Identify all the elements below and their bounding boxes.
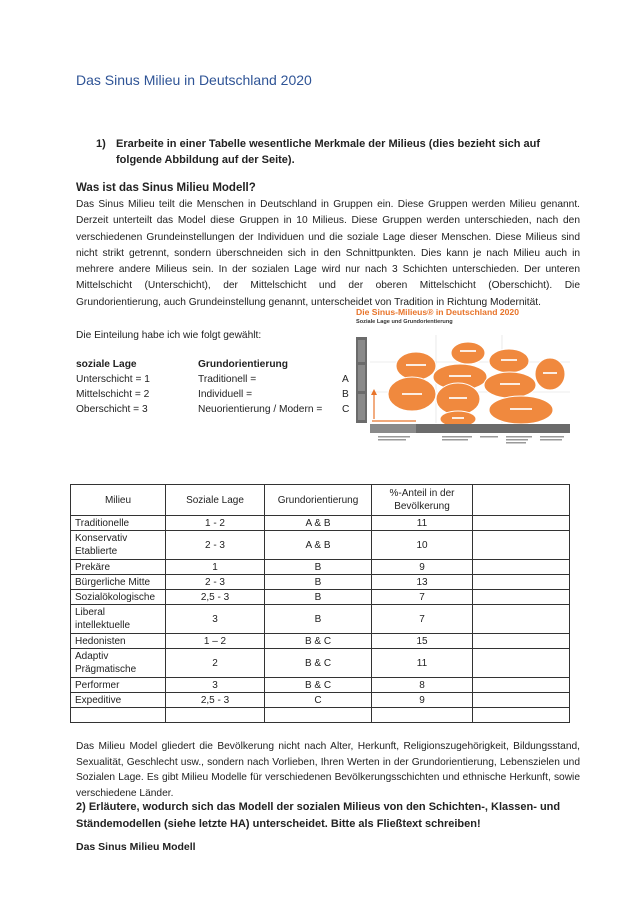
- table-cell-lage: 1: [166, 560, 265, 575]
- table-cell-orient: A & B: [265, 531, 372, 560]
- table-cell-empty: [473, 678, 570, 693]
- table-cell-empty: [473, 516, 570, 531]
- task-1-number: 1): [96, 138, 106, 150]
- table-cell-empty: [473, 634, 570, 649]
- table-row: [71, 560, 570, 575]
- legend-orient: Individuell =: [198, 389, 253, 400]
- table-cell-lage: 2 - 3: [166, 575, 265, 590]
- task-2: 2) Erläutere, wodurch sich das Modell der sozialen Milieus von den Schichten-, Klassen- und Ständemodellen (siehe letzte HA) unterscheidet. Bitte als Fließtext schreiben!: [76, 801, 561, 830]
- legend-lage: Oberschicht = 3: [76, 404, 148, 415]
- table-row: [71, 590, 570, 605]
- table-cell-lage: 2: [166, 649, 265, 678]
- figure-caption-mark: [506, 436, 532, 438]
- bubble-label-mark: [510, 408, 532, 410]
- table-header-orient: Grundorientierung: [265, 485, 372, 516]
- table-cell-orient: [265, 708, 372, 723]
- table-cell-lage: 1 - 2: [166, 516, 265, 531]
- figure-subtitle: Soziale Lage und Grundorientierung: [356, 319, 453, 325]
- document-title: Das Sinus Milieu in Deutschland 2020: [76, 72, 312, 88]
- table-cell-empty: [473, 649, 570, 678]
- table-cell-milieu: Sozialökologische: [71, 590, 166, 605]
- figure-caption-mark: [378, 436, 410, 438]
- legend-lage: Mittelschicht = 2: [76, 389, 150, 400]
- table-row: [71, 516, 570, 531]
- table-cell-milieu: Expeditive: [71, 693, 166, 708]
- table-cell-milieu: Prekäre: [71, 560, 166, 575]
- figure-title: Die Sinus-Milieus® in Deutschland 2020: [356, 307, 519, 317]
- sinus-milieu-figure: [356, 307, 570, 447]
- legend-code: C: [342, 404, 350, 415]
- bubble-label-mark: [449, 397, 467, 399]
- table-cell-anteil: 10: [372, 531, 473, 560]
- sinus-milieu-diagram: [356, 307, 570, 447]
- table-header-anteil: %-Anteil in der Bevölkerung: [372, 485, 473, 516]
- intro-paragraph: Das Sinus Milieu teilt die Menschen in Deutschland in Gruppen ein. Diese Gruppen werden Milieu genannt. Derzeit unterteilt das Model diese Gruppen in 10 Milieus. Diese Gruppen werden unterschieden, nach den verschiedenen Grundeinstellungen der Individuen und die soziale Lage dieser Menschen. Diese Milieus sind nicht strikt getrennt, sondern überschneiden sich in den Schnittpunkten. Dies kann je nach Milieu auch in mehrere andere Milieus sein. In der sozialen Lage wird nur nach 3 Schichten unterschieden. Der unteren Mittelschicht (Unterschicht), der Mittelschicht und der oberen Mittelschicht (Oberschicht). Die Grundorientierung, auch Grundeinstellung genannt, unterscheidet von Tradition in Richtung Modernität.: [76, 199, 580, 308]
- table-cell-anteil: 9: [372, 693, 473, 708]
- table-cell-orient: B: [265, 575, 372, 590]
- figure-axis-cell: [358, 340, 365, 362]
- table-cell-orient: A & B: [265, 516, 372, 531]
- table-header-row: [71, 485, 570, 516]
- milieu-table: [70, 484, 570, 723]
- figure-axis-cell: [358, 365, 365, 391]
- table-cell-milieu: Adaptiv Prägmatische: [71, 649, 166, 678]
- figure-caption-mark: [540, 439, 562, 441]
- section-heading: Was ist das Sinus Milieu Modell?: [76, 182, 256, 194]
- legend-code: A: [342, 374, 349, 385]
- table-cell-orient: B & C: [265, 678, 372, 693]
- table-cell-milieu: Bürgerliche Mitte: [71, 575, 166, 590]
- figure-caption-mark: [378, 439, 406, 441]
- figure-axis-cell: [358, 394, 365, 420]
- table-header-lage: Soziale Lage: [166, 485, 265, 516]
- selection-text: Die Einteilung habe ich wie folgt gewählt:: [76, 330, 262, 341]
- table-cell-lage: 2,5 - 3: [166, 693, 265, 708]
- table-cell-milieu: Konservativ Etablierte: [71, 531, 166, 560]
- table-row: [71, 531, 570, 560]
- bubble-label-mark: [449, 375, 471, 377]
- table-cell-anteil: 13: [372, 575, 473, 590]
- table-cell-orient: B & C: [265, 634, 372, 649]
- bubble-label-mark: [501, 359, 517, 361]
- bubble-label-mark: [460, 350, 476, 352]
- bubble-label-mark: [452, 417, 464, 419]
- table-row: [71, 708, 570, 723]
- footer-heading: Das Sinus Milieu Modell: [76, 841, 196, 853]
- table-row: [71, 649, 570, 678]
- table-cell-empty: [473, 575, 570, 590]
- legend-orient: Traditionell =: [198, 374, 257, 385]
- table-cell-anteil: [372, 708, 473, 723]
- bubble-label-mark: [543, 372, 557, 374]
- table-cell-lage: 3: [166, 605, 265, 634]
- figure-caption-mark: [506, 442, 526, 444]
- figure-bottom-accent: [370, 424, 416, 433]
- table-cell-milieu: Hedonisten: [71, 634, 166, 649]
- table-cell-anteil: 7: [372, 605, 473, 634]
- table-row: [71, 605, 570, 634]
- figure-caption-mark: [442, 439, 468, 441]
- table-cell-orient: C: [265, 693, 372, 708]
- table-cell-anteil: 15: [372, 634, 473, 649]
- task-1: [96, 136, 564, 168]
- figure-caption-mark: [506, 439, 528, 441]
- table-row: [71, 634, 570, 649]
- legend-code: B: [342, 389, 349, 400]
- table-cell-orient: B: [265, 560, 372, 575]
- table-cell-anteil: 11: [372, 516, 473, 531]
- table-cell-empty: [473, 693, 570, 708]
- bubble-label-mark: [500, 383, 520, 385]
- figure-caption-mark: [480, 436, 498, 438]
- table-cell-milieu: [71, 708, 166, 723]
- table-cell-empty: [473, 605, 570, 634]
- table-cell-orient: B: [265, 590, 372, 605]
- milieu-bubble: [451, 342, 485, 364]
- table-cell-milieu: Liberal intellektuelle: [71, 605, 166, 634]
- table-cell-orient: B: [265, 605, 372, 634]
- outro-paragraph: Das Milieu Model gliedert die Bevölkerung nicht nach Alter, Herkunft, Religionszugehörigkeit, Bildungsstand, Sexualität, Geschlecht usw., sondern nach Vorlieben, Ihren Werten in der Grundorientierung, Lebenszielen und Sozialen Lage. Es gibt Milieu Modelle für verschiedenen Bevölkerungsschichten und ethnische Herkunft, sowie verschiedene Länder.: [76, 741, 580, 799]
- table-cell-milieu: Traditionelle: [71, 516, 166, 531]
- table-cell-lage: [166, 708, 265, 723]
- table-cell-milieu: Performer: [71, 678, 166, 693]
- legend-lage: Unterschicht = 1: [76, 374, 150, 385]
- table-header-empty: [473, 485, 570, 516]
- figure-caption-mark: [540, 436, 564, 438]
- table-cell-orient: B & C: [265, 649, 372, 678]
- task-1-text: Erarbeite in einer Tabelle wesentliche Merkmale der Milieus (dies bezieht sich auf folgende Abbildung auf der Seite).: [116, 138, 541, 166]
- table-cell-lage: 1 – 2: [166, 634, 265, 649]
- table-cell-empty: [473, 531, 570, 560]
- table-cell-lage: 2 - 3: [166, 531, 265, 560]
- table-header-milieu: Milieu: [71, 485, 166, 516]
- table-cell-anteil: 7: [372, 590, 473, 605]
- legend-header-lage: soziale Lage: [76, 359, 137, 370]
- table-cell-anteil: 8: [372, 678, 473, 693]
- table-cell-lage: 2,5 - 3: [166, 590, 265, 605]
- table-row: [71, 678, 570, 693]
- table-cell-empty: [473, 560, 570, 575]
- figure-caption-mark: [442, 436, 472, 438]
- table-cell-anteil: 11: [372, 649, 473, 678]
- table-cell-lage: 3: [166, 678, 265, 693]
- bubble-label-mark: [402, 393, 422, 395]
- table-cell-empty: [473, 708, 570, 723]
- table-row: [71, 575, 570, 590]
- table-cell-empty: [473, 590, 570, 605]
- bubble-label-mark: [406, 364, 426, 366]
- legend-orient: Neuorientierung / Modern =: [198, 404, 323, 415]
- table-row: [71, 693, 570, 708]
- table-cell-anteil: 9: [372, 560, 473, 575]
- legend-header-orient: Grundorientierung: [198, 359, 288, 370]
